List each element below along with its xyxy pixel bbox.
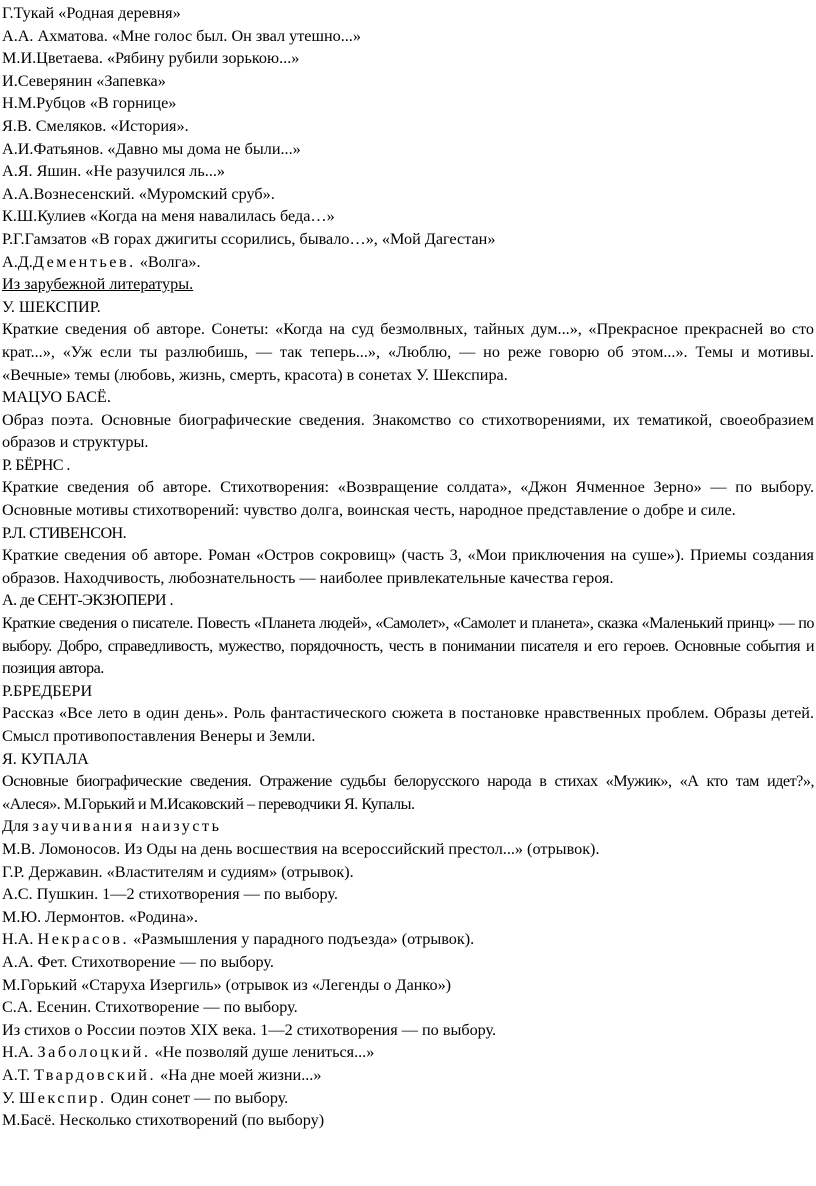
section-text: Рассказ «Все лето в один день». Роль фантастического сюжета в постановке нравственных проблем. Образы детей. Смысл противопоставления Венеры и Земли.: [2, 704, 814, 745]
foreign-literature-heading: Из зарубежной литературы.: [2, 275, 194, 294]
list-line: А.А. Ахматова. «Мне голос был. Он звал утешно...»: [2, 26, 361, 45]
section-text: Краткие сведения об авторе. Стихотворения: «Возвращение солдата», «Джон Ячменное Зерно» — по выбору. Основные мотивы стихотворений: чувство долга, воинская честь, народное представление о добре и силе.: [2, 478, 814, 520]
author-initials: А.Д.: [2, 252, 33, 271]
author-name-spaced: Дементьев.: [32, 252, 136, 271]
foreign-section-bradbury: [2, 680, 814, 748]
foreign-section-exupery: [2, 589, 814, 679]
memorize-item-text: С.А. Есенин. Стихотворение — по выбору.: [2, 998, 298, 1017]
memorize-item: [2, 928, 814, 951]
section-heading: Р.Л. СТИВЕНСОН.: [2, 523, 127, 542]
section-text: Основные биографические сведения. Отражение судьбы белорусского народа в стихах «Мужик», «А кто там идет?», «Алеся». М.Горький и М.Исаковский – переводчики Я. Купалы.: [2, 772, 814, 813]
memorize-item-text: Один сонет — по выбору.: [106, 1088, 289, 1107]
list-line: Р.Г.Гамзатов «В горах джигиты ссорились, бывало…», «Мой Дагестан»: [2, 229, 496, 248]
memorize-item-text: Г.Р. Державин. «Властителям и судиям» (отрывок).: [2, 862, 354, 881]
memorize-item-text: «На дне моей жизни...»: [156, 1065, 322, 1084]
memorize-item-spaced: Твардовский.: [34, 1065, 156, 1084]
memorize-item-spaced: Заболоцкий.: [37, 1043, 151, 1062]
list-line: М.И.Цветаева. «Рябину рубили зорькою...»: [2, 49, 300, 68]
memorize-heading-prefix: Для: [2, 817, 33, 836]
list-line: И.Северянин «Запевка»: [2, 71, 166, 90]
list-line: Я.В. Смеляков. «История».: [2, 116, 189, 135]
memorize-item: [2, 951, 814, 974]
section-text: Краткие сведения об авторе. Сонеты: «Когда на суд безмолвных, тайных дум...», «Прекрасное прекрасней во сто крат...», «Уж если ты разлюбишь, — так теперь...», «Люблю, — но реже говорю об этом...». Темы и мотивы. «Вечные» темы (любовь, жизнь, смерть, красота) в сонетах У. Шекспира.: [2, 320, 814, 384]
foreign-section-stevenson: [2, 522, 814, 590]
memorize-item: [2, 838, 814, 861]
section-heading: МАЦУО БАСЁ.: [2, 388, 111, 407]
foreign-section-burns: [2, 454, 814, 522]
work-title: «Волга».: [135, 252, 201, 271]
memorize-heading: [2, 815, 814, 838]
list-line: А.И.Фатьянов. «Давно мы дома не были...»: [2, 139, 301, 158]
memorize-item-text: М.Горький «Старуха Изергиль» (отрывок из «Легенды о Данко»): [2, 975, 452, 994]
memorize-item: [2, 1109, 814, 1132]
memorize-item-spaced: Шекспир.: [18, 1088, 107, 1107]
section-heading: У. ШЕКСПИР.: [2, 297, 101, 316]
memorize-item-prefix: У.: [2, 1088, 19, 1107]
memorize-heading-spaced: заучивания наизусть: [32, 817, 222, 836]
memorize-item: [2, 906, 814, 929]
section-heading: Р. БЁРНС .: [2, 455, 70, 474]
memorize-item-prefix: Н.А.: [2, 930, 38, 949]
memorize-list: [2, 838, 814, 1132]
memorize-item-prefix: А.Т.: [2, 1065, 35, 1084]
list-line: К.Ш.Кулиев «Когда на меня навалилась беда…»: [2, 207, 335, 226]
memorize-item: [2, 883, 814, 906]
section-heading: А. де СЕНТ-ЭКЗЮПЕРИ .: [2, 591, 173, 610]
memorize-item: [2, 1087, 814, 1110]
foreign-section-basho: [2, 386, 814, 454]
memorize-item: [2, 1041, 814, 1064]
memorize-item-text: М.Басё. Несколько стихотворений (по выбору): [2, 1111, 325, 1130]
memorize-item-prefix: Н.А.: [2, 1043, 38, 1062]
list-line: А.Я. Яшин. «Не разучился ль...»: [2, 162, 226, 181]
section-text: Краткие сведения об авторе. Роман «Остров сокровищ» (часть 3, «Мои приключения на суше»). Приемы создания образов. Находчивость, любознательность — наиболее привлекательные качества героя.: [2, 546, 814, 587]
section-text: Краткие сведения о писателе. Повесть «Планета людей», «Самолет», «Самолет и планета», сказка «Маленький принц» — по выбору. Добро, справедливость, мужество, порядочность, честь в понимании писателя и его героев. Основные события и позиция автора.: [2, 614, 814, 678]
memorize-item: [2, 996, 814, 1019]
list-line: Г.Тукай «Родная деревня»: [2, 4, 181, 22]
memorize-item-text: «Размышления у парадного подъезда» (отрывок).: [129, 930, 475, 949]
memorize-item-text: М.Ю. Лермонтов. «Родина».: [2, 907, 198, 926]
foreign-section-kupala: [2, 748, 814, 816]
memorize-item-spaced: Некрасов.: [37, 930, 130, 949]
list-line: А.А.Вознесенский. «Муромский сруб».: [2, 184, 275, 203]
memorize-item-text: А.А. Фет. Стихотворение — по выбору.: [2, 952, 274, 971]
memorize-item: [2, 861, 814, 884]
section-heading: Я. КУПАЛА: [2, 749, 89, 768]
poems-list: [2, 2, 814, 273]
memorize-item-text: Из стихов о России поэтов XIX века. 1—2 стихотворения — по выбору.: [2, 1020, 497, 1039]
list-line: Н.М.Рубцов «В горнице»: [2, 94, 177, 113]
memorize-item: [2, 1064, 814, 1087]
foreign-section-shakespeare: [2, 296, 814, 386]
memorize-item: [2, 1019, 814, 1042]
section-text: Образ поэта. Основные биографические сведения. Знакомство со стихотворениями, их тематикой, своеобразием образов и структуры.: [2, 410, 814, 452]
memorize-item-text: М.В. Ломоносов. Из Оды на день восшествия на всероссийский престол...» (отрывок).: [2, 839, 600, 858]
memorize-item-text: А.С. Пушкин. 1—2 стихотворения — по выбору.: [2, 885, 338, 904]
memorize-item: [2, 974, 814, 997]
section-heading: Р.БРЕДБЕРИ: [2, 681, 93, 700]
list-line-dementyev: [2, 251, 814, 274]
memorize-item-text: «Не позволяй душе лениться...»: [150, 1043, 375, 1062]
